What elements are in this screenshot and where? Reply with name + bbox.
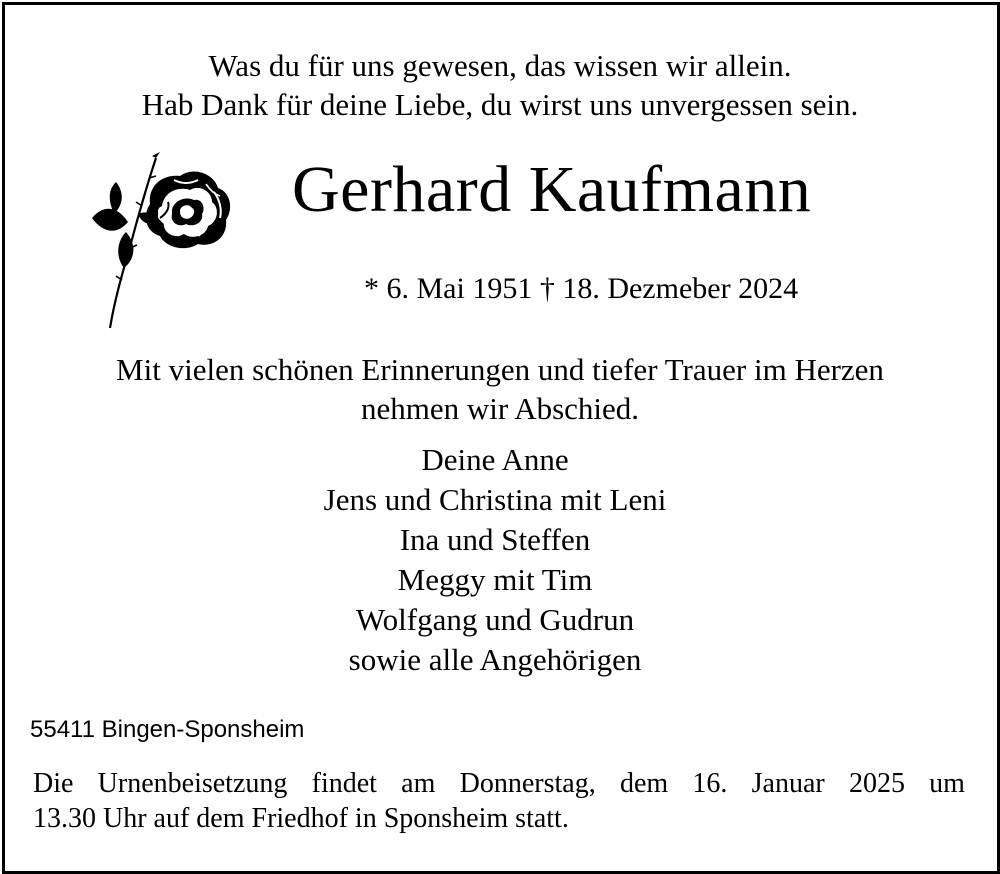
- notice-word: 2025: [848, 768, 905, 799]
- notice-line-2: 13.30 Uhr auf dem Friedhof in Sponsheim statt.: [33, 803, 569, 834]
- place-line: 55411 Bingen-Sponsheim: [30, 716, 305, 743]
- message-line-1: Mit vielen schönen Erinnerungen und tiefer Trauer im Herzen: [116, 352, 884, 387]
- farewell-message: [0, 350, 1000, 428]
- notice-word: um: [929, 768, 965, 799]
- verse-line-2: Hab Dank für deine Liebe, du wirst uns unvergessen sein.: [141, 87, 859, 122]
- message-line-2: nehmen wir Abschied.: [360, 391, 640, 426]
- rose-icon: [86, 152, 248, 332]
- verse: [0, 46, 1000, 124]
- signer-line: Jens und Christina mit Leni: [323, 482, 667, 517]
- signer-line: Meggy mit Tim: [397, 562, 593, 597]
- notice-word: 16.: [692, 768, 728, 799]
- notice-word: Die: [33, 768, 74, 799]
- notice-word: dem: [619, 768, 669, 799]
- signer-line: Wolfgang und Gudrun: [355, 602, 635, 637]
- signers-list: [0, 440, 990, 680]
- deceased-name: Gerhard Kaufmann: [292, 153, 812, 226]
- life-dates: * 6. Mai 1951 † 18. Dezmeber 2024: [364, 272, 799, 305]
- notice-word: am: [401, 768, 436, 799]
- signer-line: sowie alle Angehörigen: [348, 642, 642, 677]
- notice-line-1: [33, 766, 965, 801]
- signer-line: Deine Anne: [421, 442, 569, 477]
- notice-word: Januar: [751, 768, 825, 799]
- notice-word: Donnerstag,: [459, 768, 596, 799]
- verse-line-1: Was du für uns gewesen, das wissen wir allein.: [208, 48, 792, 83]
- signer-line: Ina und Steffen: [399, 522, 591, 557]
- funeral-notice: [33, 766, 965, 836]
- notice-word: Urnenbeisetzung: [97, 768, 288, 799]
- notice-word: findet: [311, 768, 377, 799]
